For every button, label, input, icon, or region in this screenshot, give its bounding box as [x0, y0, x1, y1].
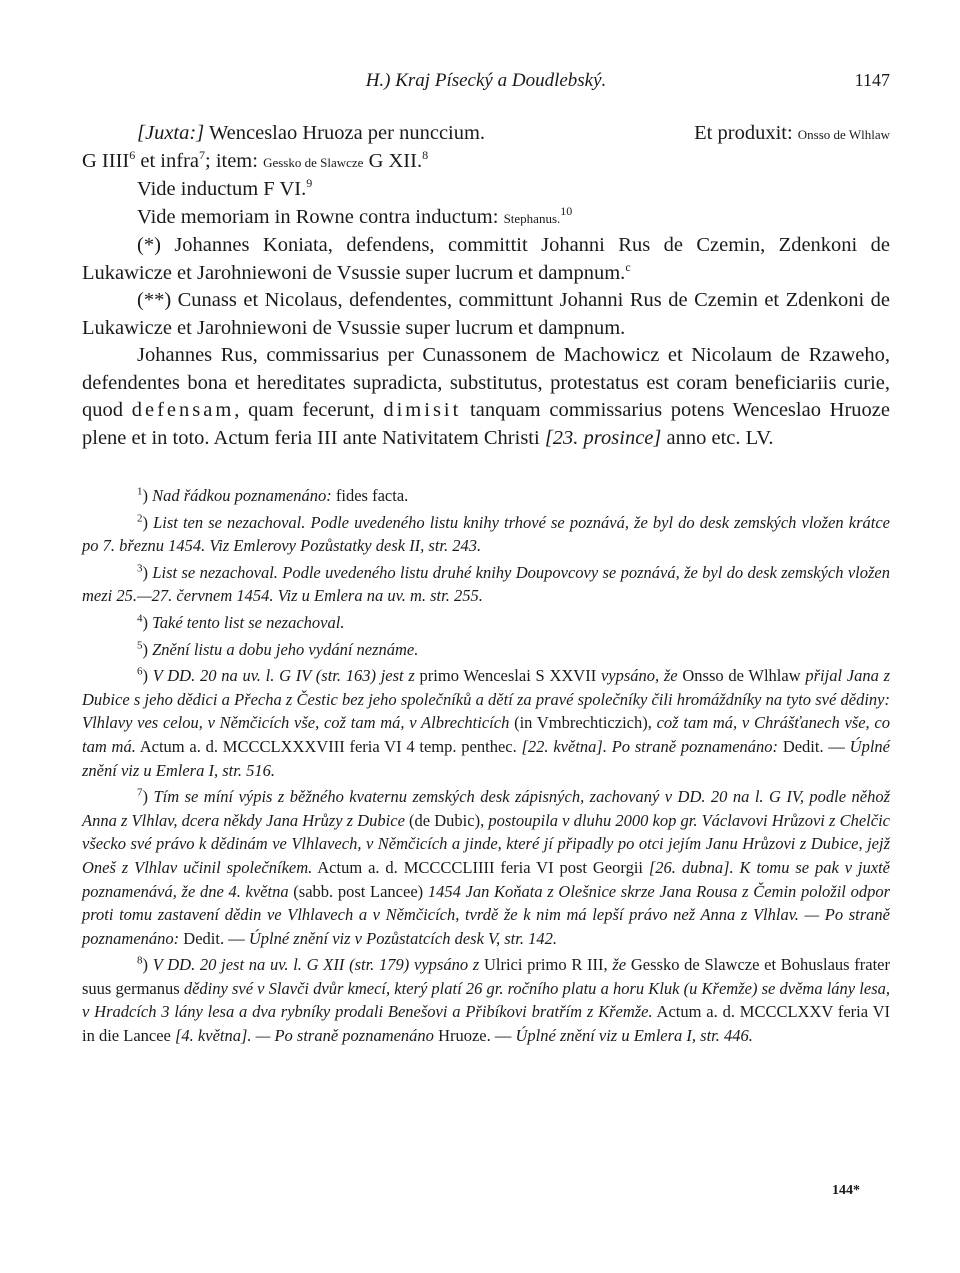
main-text	[82, 120, 890, 452]
footnote: $^8$) V DD. 20 jest na uv. l. G XII (str. 179) vypsáno z Ulrici primo R III, že Gessko de Slawcze et Bohuslaus frater suus germanus dědiny své v Slavči dvůr kmecí, který platí 26 gr. ročního platu a horu Kluk (u Křemže) se dvěma lány lesa, v Hradcích 3 lány lesa a dva rybníky prodali Benešovi a Přibíkovi bratřím z Křemže. Actum a. d. MCCCLXXV feria VI in die Lancee [4. května]. — Po straně poznamenáno Hruoze. — Úplné znění viz u Emlera I, str. 446.	[82, 954, 891, 1046]
paragraph-vide-memoriam: Vide memoriam in Rowne contra inductum: Stephanus.$^{10}$	[137, 203, 573, 228]
paragraph-vide-inductum: Vide inductum F VI.$^9$	[137, 176, 313, 200]
footnote: $^1$) Nad řádkou poznamenáno: fides facta.	[137, 485, 409, 505]
footnote: $^7$) Tím se míní výpis z běžného kvaternu zemských desk zápisných, zachovaný v DD. 20 na l. G IV, podle něhož Anna z Vlhlav, dcera někdy Jana Hrůzy z Dubice (de Dubic), postoupila v dluhu 2000 kop gr. Václavovi Hrůzovi z Chelčic všecko své právo k dědinám ve Vlhlavech, v Němčicích a jinde, které jí připadly po otci jejím Janu Hrůzovi z Dubice, jejž Oneš z Vlhlav učinil společníkem. Actum a. d. MCCCCLIIII feria VI post Georgii [26. dubna]. K tomu se pak v juxtě poznamenává, že dne 4. května (sabb. post Lancee) 1454 Jan Koňata z Olešnice skrze Jana Rousa z Čemin položil odpor proti tomu zastavení dědin ve Vlhlavech a v Němčicích, tvrdě že k nim má lepší právo než Anna z Vlhlav. — Po straně poznamenáno: Dedit. — Úplné znění viz v Pozůstatcích desk V, str. 142.	[82, 786, 891, 948]
footnote: $^4$) Také tento list se nezachoval.	[137, 612, 345, 632]
paragraph-koniata: (*) Johannes Koniata, defendens, committit Johanni Rus de Czemin, Zdenkoni de Lukawicze et Jarohniewoni de Vsussie super lucrum et dampnum.$^c$	[82, 234, 890, 284]
footnote: $^2$) List ten se nezachoval. Podle uvedeného listu knihy trhové se poznává, že byl do desk zemských vložen krátce po 7. březnu 1454. Viz Emlerovy Pozůstatky desk II, str. 243.	[82, 512, 890, 556]
running-head: H.) Kraj Písecký a Doudlebský.	[365, 70, 607, 91]
juxta-bracket: [Juxta:]	[137, 122, 205, 144]
paragraph-johannes-rus: Johannes Rus, commissarius per Cunassonem de Machowicz et Nicolaum de Rzaweho, defendentes bona et hereditates supradicta, substitutus, protestatus est coram beneficiariis curie, quod defensam, quam fecerunt, dimisit tanquam commissarius potens Wenceslao Hruoze plene et in toto. Actum feria III ante Nativitatem Christi [23. prosince] anno etc. LV.	[82, 344, 890, 449]
footnote: $^3$) List se nezachoval. Podle uvedeného listu druhé knihy Doupovcovy se poznává, že byl do desk zemských vložen mezi 25.—27. červnem 1454. Viz u Emlera na uv. m. str. 255.	[82, 562, 891, 606]
page-header	[82, 70, 890, 100]
paragraph-juxta: [Juxta:] Wenceslao Hruoza per nunccium. Et produxit: Onsso de Wlhlaw	[137, 122, 890, 144]
paragraph-cunass: (**) Cunass et Nicolaus, defendentes, committunt Johanni Rus de Czemin et Zdenkoni de Lukawicze et Jarohniewoni de Vsussie super lucrum et dampnum.	[82, 289, 890, 339]
signature-mark: 144*	[832, 1183, 860, 1198]
footnotes	[82, 484, 890, 1048]
footnote: $^5$) Znění listu a dobu jeho vydání neznáme.	[137, 639, 419, 659]
footnote: $^6$) V DD. 20 na uv. l. G IV (str. 163) jest z primo Wenceslai S XXVII vypsáno, že Onsso de Wlhlaw přijal Jana z Dubice s jeho dědici a Přecha z Čestic bez jeho společníků a dětí za pravé společníky čili hromáždníky na tyto své dědiny: Vlhlavy ves celou, v Němčicích vše, což tam má, v Albrechticích (in Vmbrechticzich), což tam má, v Chrášťanech vše, co tam má. Actum a. d. MCCCLXXXVIII feria VI 4 temp. penthec. [22. května]. Po straně poznamenáno: Dedit. — Úplné znění viz u Emlera I, str. 516.	[82, 665, 891, 780]
paragraph-juxta-cont: G IIII$^6$ et infra$^7$; item: Gessko de Slawcze G XII.$^8$	[82, 147, 429, 172]
page-number: 1147	[854, 70, 890, 90]
